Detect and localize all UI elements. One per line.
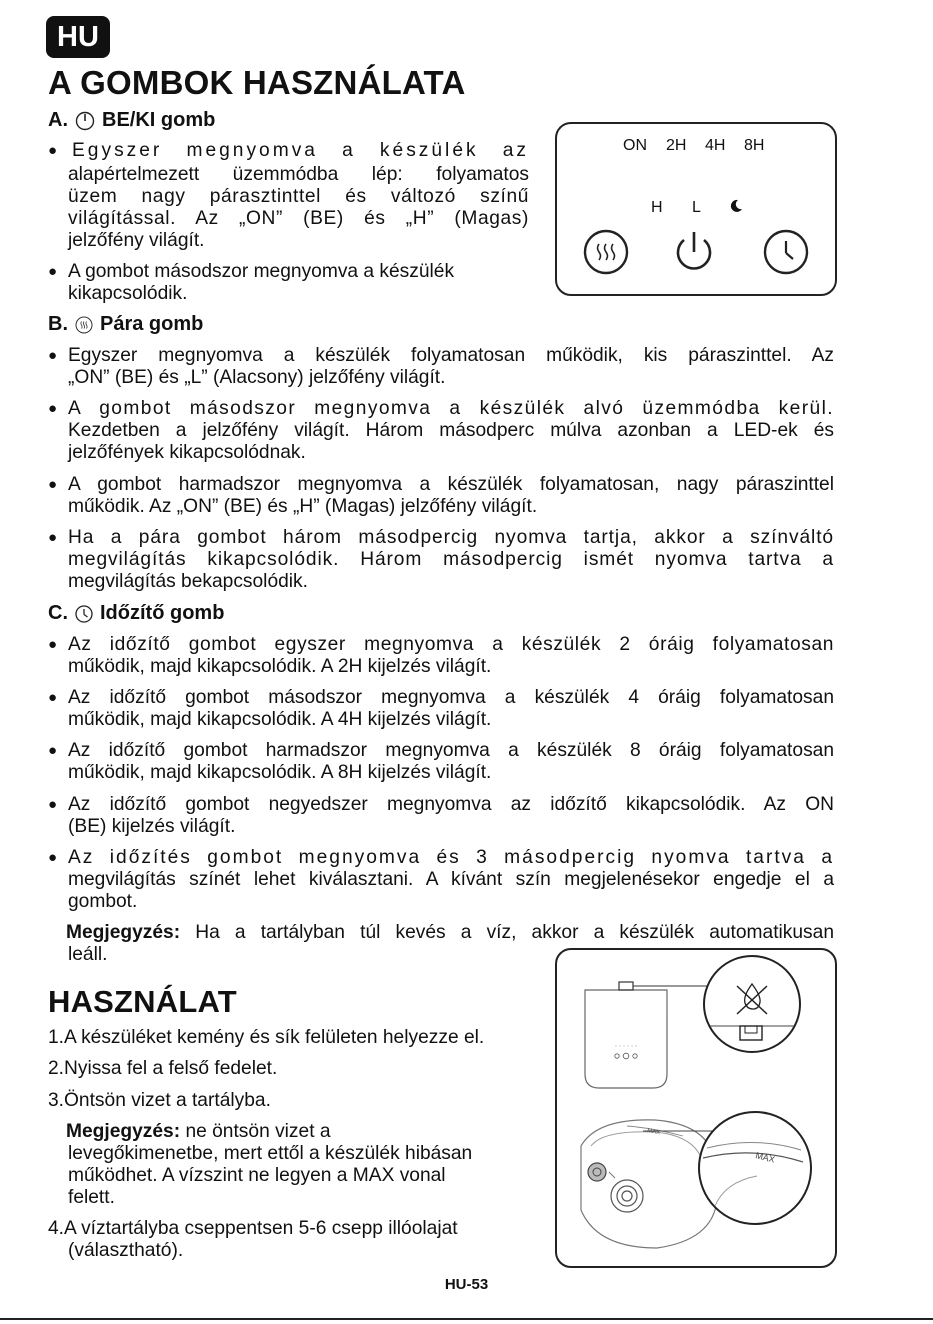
text-line: Az időzítő gombot harmadszor megnyomva a készülék 8 óráig folyamatosan	[68, 740, 834, 761]
subheading-c	[48, 602, 224, 625]
text-line: működik, majd kikapcsolódik. A 4H kijelzés világít.	[68, 709, 492, 730]
indicator-2h: 2H	[666, 137, 687, 154]
note-outlet	[66, 1121, 331, 1143]
text-line: megvilágítás kikapcsolódik. Három másodpercig ismét nyomva tartva a	[68, 549, 834, 570]
text-line: Az időzítő gombot egyszer megnyomva a készülék 2 óráig folyamatosan	[68, 634, 834, 655]
step-4-cont: (választható).	[68, 1240, 184, 1261]
note-water-level	[66, 922, 834, 944]
text-line: világítással. Az „ON” (BE) és „H” (Magas)	[68, 208, 529, 229]
text-line: Ha a pára gombot három másodpercig nyomva tartja, akkor a színváltó	[68, 527, 834, 548]
text-line: A gombot másodszor megnyomva a készülék	[68, 261, 455, 282]
subheading-letter: B.	[48, 313, 68, 335]
subheading-a	[48, 109, 215, 132]
note-label: Megjegyzés:	[66, 922, 181, 943]
bullet-dot: ●	[48, 263, 58, 280]
humidifier-illustration	[555, 948, 837, 1268]
bottom-rule	[0, 1318, 933, 1320]
step-3: 3.Öntsön vizet a tartályba.	[48, 1090, 271, 1111]
subheading-title: BE/KI gomb	[102, 109, 216, 131]
note-text-cont: leáll.	[68, 944, 108, 965]
bullet-dot: ●	[48, 742, 58, 759]
text-line: üzem nagy párasztinttel és változó színű	[68, 186, 529, 207]
note-text-cont: levegőkimenetbe, mert ettől a készülék hibásan	[68, 1143, 473, 1164]
text-line: Az időzítő gombot negyedszer megnyomva az időzítő kikapcsolódik. Az ON	[68, 794, 834, 815]
max-label-small: MAX	[646, 1128, 661, 1137]
note-text: ne öntsön vizet a	[185, 1121, 331, 1142]
bullet-dot: ●	[48, 476, 58, 493]
bullet-dot: ●	[48, 689, 58, 706]
bullet-dot: ●	[48, 529, 58, 546]
text-line: Az időzítés gombot megnyomva és 3 másodpercig nyomva tartva a	[68, 847, 834, 868]
bullet-dot: ●	[48, 849, 58, 866]
text-line: alapértelmezett üzemmódba lép: folyamatos	[68, 164, 529, 185]
text-line: működik. Az „ON” (BE) és „H” (Magas) jelzőfény világít.	[68, 496, 538, 517]
humidifier-drawing	[557, 950, 835, 1266]
text-line: megvilágítás színét lehet kiválasztani. A kívánt szín megjelenésekor engedje el a	[68, 869, 834, 890]
bullet-dot: ●	[48, 636, 58, 653]
mist-icon	[74, 315, 94, 335]
text-line: Egyszer megnyomva a készülék az	[72, 140, 529, 161]
note-text-cont: működhet. A vízszint ne legyen a MAX vonal	[68, 1165, 446, 1186]
step-1: 1.A készüléket kemény és sík felületen helyezze el.	[48, 1027, 485, 1048]
subheading-letter: A.	[48, 109, 68, 131]
max-label-large: MAX	[754, 1150, 776, 1165]
bullet-dot: ●	[48, 347, 58, 364]
section-title-buttons: A GOMBOK HASZNÁLATA	[48, 64, 466, 101]
indicator-h: H	[651, 199, 663, 216]
mist-button-icon	[582, 228, 630, 276]
note-label: Megjegyzés:	[66, 1121, 181, 1142]
subheading-title: Pára gomb	[100, 313, 204, 335]
bullet-dot: ●	[48, 796, 58, 813]
subheading-title: Időzítő gomb	[100, 602, 225, 624]
section-title-usage: HASZNÁLAT	[48, 984, 237, 1019]
text-line: Az időzítő gombot másodszor megnyomva a készülék 4 óráig folyamatosan	[68, 687, 834, 708]
indicator-on: ON	[623, 137, 647, 154]
bullet-dot: ●	[48, 142, 58, 159]
bullet-dot: ●	[48, 400, 58, 417]
text-line: működik, majd kikapcsolódik. A 2H kijelzés világít.	[68, 656, 492, 677]
timer-button-icon	[762, 228, 810, 276]
subheading-b	[48, 313, 203, 336]
text-line: jelzőfények kikapcsolódnak.	[68, 442, 306, 463]
text-line: (BE) kijelzés világít.	[68, 816, 236, 837]
language-badge: HU	[46, 16, 110, 58]
power-button-icon	[670, 228, 718, 276]
moon-icon	[728, 198, 744, 214]
text-line: kikapcsolódik.	[68, 283, 188, 304]
step-4: 4.A víztartályba cseppentsen 5-6 csepp illóolajat	[48, 1218, 458, 1239]
indicator-8h: 8H	[744, 137, 765, 154]
clock-icon	[74, 604, 94, 624]
step-2: 2.Nyissa fel a felső fedelet.	[48, 1058, 278, 1079]
power-icon	[74, 110, 96, 132]
page-number: HU-53	[444, 1276, 489, 1293]
text-line: jelzőfény világít.	[68, 230, 205, 251]
subheading-letter: C.	[48, 602, 68, 624]
text-line: A gombot másodszor megnyomva a készülék alvó üzemmódba kerül.	[68, 398, 834, 419]
note-text: Ha a tartályban túl kevés a víz, akkor a készülék automatikusan	[195, 922, 834, 943]
indicator-4h: 4H	[705, 137, 726, 154]
text-line: gombot.	[68, 891, 138, 912]
indicator-l: L	[692, 199, 701, 216]
text-line: „ON” (BE) és „L” (Alacsony) jelzőfény világít.	[68, 367, 446, 388]
note-text-cont: felett.	[68, 1187, 115, 1208]
text-line: Kezdetben a jelzőfény világít. Három másodperc múlva azonban a LED-ek és	[68, 420, 834, 441]
text-line: működik, majd kikapcsolódik. A 8H kijelzés világít.	[68, 762, 492, 783]
text-line: A gombot harmadszor megnyomva a készülék folyamatosan, nagy páraszinttel	[68, 474, 834, 495]
text-line: megvilágítás bekapcsolódik.	[68, 571, 308, 592]
text-line: Egyszer megnyomva a készülék folyamatosan működik, kis páraszinttel. Az	[68, 345, 834, 366]
